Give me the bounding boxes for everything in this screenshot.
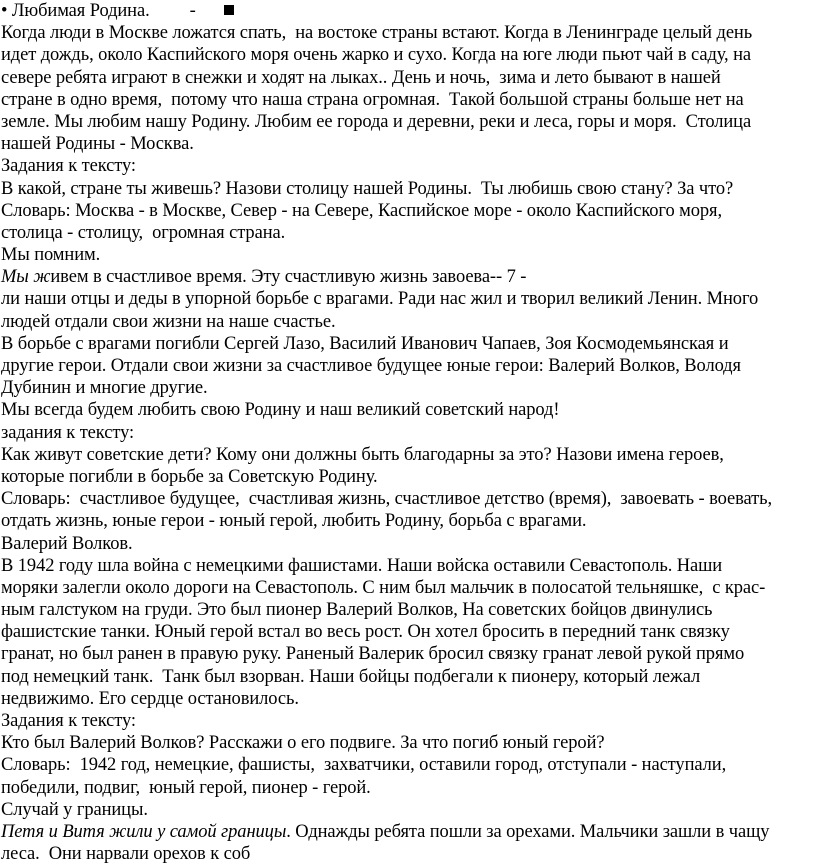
- section-heading: Задания к тексту:: [1, 156, 136, 177]
- text-line: В борьбе с врагами погибли Сергей Лазо, Василий Иванович Чапаев, Зоя Космодемьянская и: [1, 333, 729, 354]
- text-line: идет дождь, около Каспийского моря очень жарко и сухо. Когда на юге люди пьют чай в саду, на: [1, 45, 752, 66]
- regular-text: . Однажды ребята пошли за орехами. Мальчики зашли в чащу: [286, 821, 770, 842]
- section-heading: Задания к тексту:: [1, 711, 136, 731]
- text-line: стране в одно время, потому что наша страна огромная. Такой большой страны больше нет на: [1, 89, 744, 110]
- text-line: леса. Они нарвали орехов к соб: [1, 844, 251, 865]
- section-heading: Случай у границы.: [1, 799, 148, 820]
- text-line: фашистские танки. Юный герой встал во весь рост. Он хотел бросить в передний танк связку: [1, 622, 730, 643]
- italic-text: Петя и Витя жили у самой границы: [1, 821, 287, 842]
- text-line: севере ребята играют в снежки и ходят на лыках.. День и ночь, зима и лето бывают в нашей: [1, 67, 721, 88]
- text-line: гранат, но был ранен в правую руку. Раненый Валерик бросил связку гранат левой рукой прямо: [1, 644, 745, 665]
- text-line: под немецкий танк. Танк был взорван. Наши бойцы подбегали к пионеру, который лежал: [1, 666, 701, 687]
- bullet: •: [1, 1, 8, 21]
- text-line: людей отдали свои жизни на наше счастье.: [1, 311, 336, 332]
- text-line: Мы всегда будем любить свою Родину и наш великий советский народ!: [1, 400, 560, 421]
- regular-text: ивем в счастливое время. Эту счастливую жизнь завоева-- 7 -: [50, 267, 527, 288]
- italic-text: Мы ж: [1, 267, 51, 288]
- text-line: В 1942 году шла война с немецкими фашистами. Наши войска оставили Севастополь. Наши: [1, 555, 723, 576]
- title-dash: -: [189, 1, 196, 21]
- text-line: В какой, стране ты живешь? Назови столицу нашей Родины. Ты любишь свою стану? За что?: [1, 178, 734, 199]
- text-line: другие герои. Отдали свои жизни за счастливое будущее юные герои: Валерий Волков, Володя: [1, 356, 741, 376]
- text-line: Когда люди в Москве ложатся спать, на востоке страны встают. Когда в Ленинграде целый день: [1, 23, 753, 44]
- square-bullet-icon: [224, 5, 234, 15]
- mixed-text-line: [1, 266, 813, 288]
- section-heading: Мы помним.: [1, 245, 101, 266]
- text-line: столица - столицу, огромная страна.: [1, 222, 286, 243]
- text-line: Словарь: 1942 год, немецкие, фашисты, захватчики, оставили город, отступали - наступали,: [1, 755, 727, 776]
- text-line: моряки залегли около дороги на Севастополь. С ним был мальчик в полосатой тельняшке, с крас-: [1, 577, 766, 598]
- text-line: Словарь: счастливое будущее, счастливая жизнь, счастливое детство (время), завоевать - воевать,: [1, 489, 772, 510]
- section-heading: Валерий Волков.: [1, 533, 133, 554]
- section-heading: задания к тексту:: [1, 422, 135, 443]
- mixed-text-line: [1, 821, 813, 843]
- text-line: земле. Мы любим нашу Родину. Любим ее города и деревни, реки и леса, горы и моря. Столица: [1, 111, 752, 132]
- page-title: Любимая Родина.: [11, 1, 150, 21]
- text-line: Кто был Валерий Волков? Расскажи о его подвиге. За что погиб юный герой?: [1, 733, 605, 754]
- title-line: [1, 0, 813, 22]
- text-line: недвижимо. Его сердце остановилось.: [1, 688, 299, 709]
- text-line: Как живут советские дети? Кому они должны быть благодарны за это? Назови имена героев,: [1, 444, 724, 465]
- text-line: отдать жизнь, юные герои - юный герой, любить Родину, борьба с врагами.: [1, 511, 587, 532]
- text-line: нашей Родины - Москва.: [1, 134, 194, 155]
- document-page: [1, 0, 813, 865]
- text-line: Дубинин и многие другие.: [1, 378, 208, 399]
- text-line: которые погибли в борьбе за Советскую Родину.: [1, 466, 378, 487]
- text-line: победили, подвиг, юный герой, пионер - герой.: [1, 777, 371, 798]
- text-line: ли наши отцы и деды в упорной борьбе с врагами. Ради нас жил и творил великий Ленин. Много: [1, 289, 759, 310]
- text-line: Словарь: Москва - в Москве, Север - на Севере, Каспийское море - около Каспийского моря,: [1, 200, 722, 221]
- text-line: ным галстуком на груди. Это был пионер Валерий Волков, На советских бойцов двинулись: [1, 600, 713, 621]
